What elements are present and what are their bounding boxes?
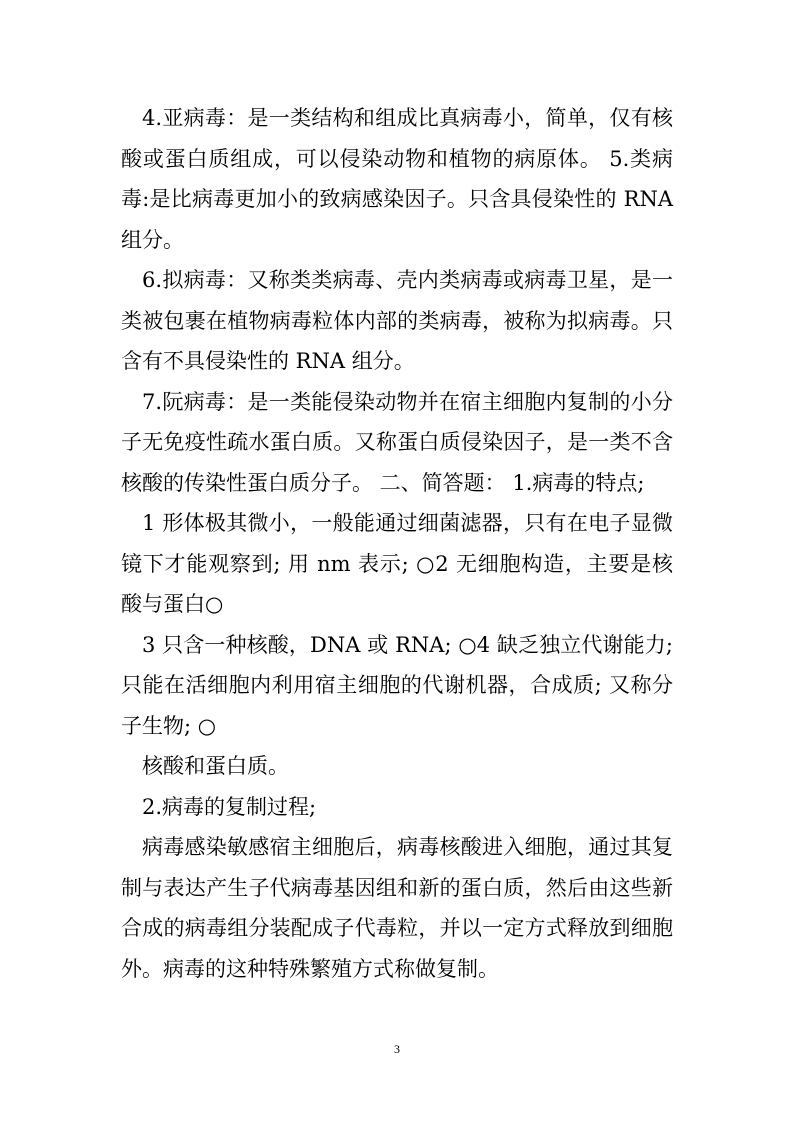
paragraph-feature-1-2: 1 形体极其微小，一般能通过细菌滤器，只有在电子显微镜下才能观察到; 用 nm 表示; ○2 无细胞构造，主要是核酸与蛋白○ bbox=[121, 511, 673, 616]
page-number: 3 bbox=[394, 1042, 400, 1056]
paragraph-subvirus: 4.亚病毒：是一类结构和组成比真病毒小，简单，仅有核酸或蛋白质组成，可以侵染动物和植物的病原体。 5.类病毒:是比病毒更加小的致病感染因子。只含具侵染性的 RNA 组分。 bbox=[121, 106, 673, 252]
paragraph-nucleic-protein: 核酸和蛋白质。 bbox=[142, 754, 289, 778]
paragraph-replication-body: 病毒感染敏感宿主细胞后，病毒核酸进入细胞，通过其复制与表达产生子代病毒基因组和新的蛋白质，然后由这些新合成的病毒组分装配成子代毒粒，并以一定方式释放到细胞外。病毒的这种特殊繁殖方式称做复制。 bbox=[121, 835, 673, 981]
paragraph-prion: 7.阮病毒：是一类能侵染动物并在宿主细胞内复制的小分子无免疫性疏水蛋白质。又称蛋白质侵染因子，是一类不含核酸的传染性蛋白质分子。 二、简答题： 1.病毒的特点; bbox=[121, 389, 673, 495]
paragraph-replication-heading: 2.病毒的复制过程; bbox=[142, 794, 317, 819]
paragraph-virusoid: 6.拟病毒：又称类类病毒、壳内类病毒或病毒卫星，是一类被包裹在植物病毒粒体内部的类病毒，被称为拟病毒。只含有不具侵染性的 RNA 组分。 bbox=[121, 268, 673, 373]
document-body bbox=[121, 98, 673, 989]
paragraph-feature-3-4: 3 只含一种核酸，DNA 或 RNA; ○4 缺乏独立代谢能力; 只能在活细胞内利用宿主细胞的代谢机器，合成质; 又称分子生物; ○ bbox=[121, 632, 673, 738]
